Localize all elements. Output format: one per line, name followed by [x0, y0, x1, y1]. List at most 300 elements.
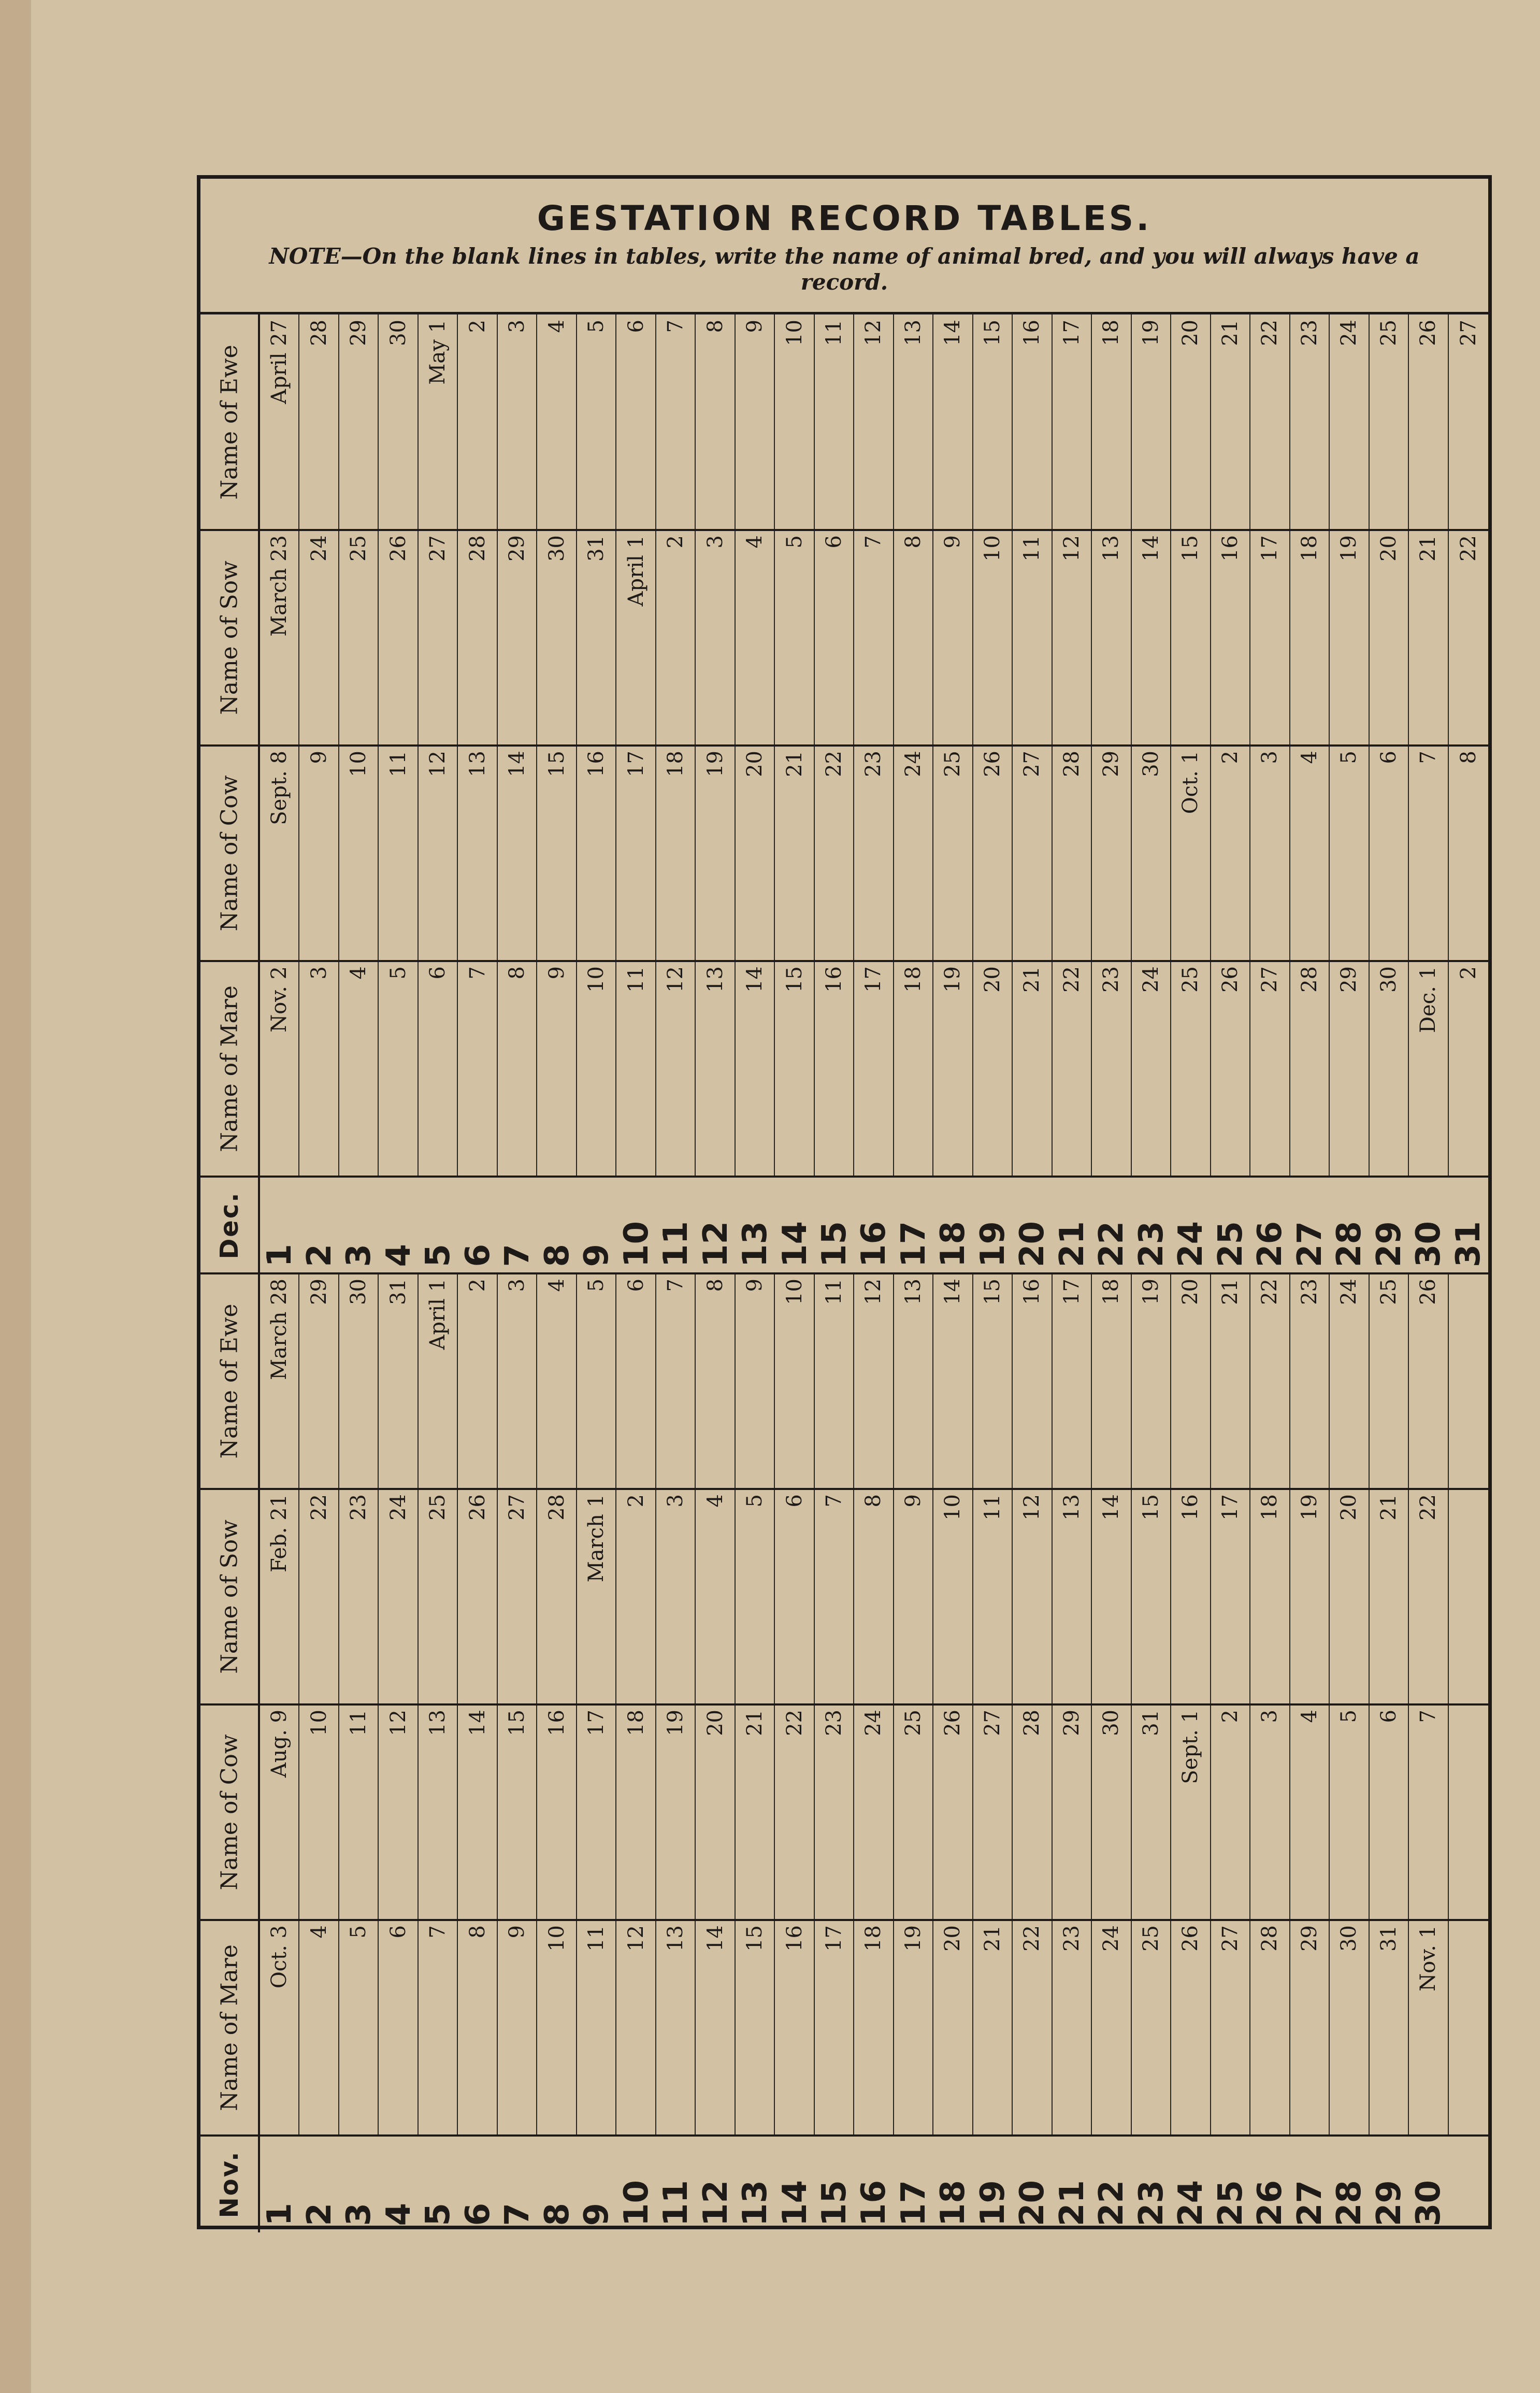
animal-section-row	[200, 1273, 1488, 1489]
record-line[interactable]	[458, 530, 497, 746]
record-line[interactable]	[498, 1920, 537, 2136]
record-line[interactable]	[339, 961, 379, 1177]
day-cell	[1092, 2136, 1131, 2232]
record-line[interactable]	[1132, 1920, 1171, 2136]
animal-name-label: Name of Sow	[216, 1520, 242, 1674]
record-line[interactable]	[1132, 314, 1171, 530]
record-line[interactable]	[537, 530, 577, 746]
record-line[interactable]	[854, 961, 894, 1177]
record-line[interactable]	[577, 1920, 616, 2136]
record-line[interactable]	[894, 314, 933, 530]
record-line[interactable]	[1409, 1920, 1448, 2136]
due-date-label: 31	[584, 535, 609, 562]
due-date-label: 4	[544, 320, 569, 333]
record-line[interactable]	[1171, 1489, 1211, 1704]
record-line[interactable]	[1053, 1489, 1092, 1704]
day-cell	[260, 1177, 299, 1273]
record-line[interactable]	[933, 1920, 973, 2136]
record-line[interactable]	[894, 746, 933, 961]
due-date-label: Nov. 2	[267, 966, 292, 1033]
due-date-label: 8	[703, 320, 727, 333]
record-line[interactable]	[656, 1920, 696, 2136]
record-line[interactable]	[339, 1489, 379, 1704]
record-line[interactable]	[933, 314, 973, 530]
record-line[interactable]	[1370, 314, 1409, 530]
due-date-label: 15	[980, 320, 1004, 346]
record-line[interactable]	[1370, 1704, 1409, 1920]
record-line[interactable]	[1211, 746, 1250, 961]
record-line[interactable]	[1449, 961, 1488, 1177]
due-date-label: 30	[347, 1279, 371, 1305]
record-line[interactable]	[537, 746, 577, 961]
record-line[interactable]	[1053, 961, 1092, 1177]
record-line[interactable]	[775, 961, 814, 1177]
record-line[interactable]	[379, 1704, 418, 1920]
record-line[interactable]	[973, 530, 1013, 746]
record-line[interactable]	[1290, 530, 1330, 746]
record-line[interactable]	[1290, 1704, 1330, 1920]
record-line[interactable]	[1211, 1273, 1250, 1489]
record-line[interactable]	[1013, 314, 1052, 530]
record-line[interactable]	[379, 530, 418, 746]
record-line[interactable]	[260, 961, 299, 1177]
record-line[interactable]	[1250, 961, 1290, 1177]
record-line[interactable]	[339, 314, 379, 530]
due-date-label: April 1	[426, 1279, 450, 1350]
record-line[interactable]	[379, 314, 418, 530]
record-line[interactable]	[854, 1704, 894, 1920]
record-line[interactable]	[1092, 314, 1131, 530]
record-line[interactable]	[1211, 1704, 1250, 1920]
record-line[interactable]	[1211, 1489, 1250, 1704]
record-line[interactable]	[1211, 1920, 1250, 2136]
record-line[interactable]	[656, 314, 696, 530]
record-line[interactable]	[1053, 530, 1092, 746]
record-line[interactable]	[1211, 314, 1250, 530]
record-line[interactable]	[815, 314, 854, 530]
record-line[interactable]	[577, 314, 616, 530]
due-date-label: 3	[664, 1494, 688, 1508]
record-line[interactable]	[498, 314, 537, 530]
record-line[interactable]	[933, 1273, 973, 1489]
record-line[interactable]	[299, 1704, 339, 1920]
record-line[interactable]	[299, 1920, 339, 2136]
record-line[interactable]	[1290, 1273, 1330, 1489]
record-line[interactable]	[1370, 961, 1409, 1177]
record-line[interactable]	[854, 746, 894, 961]
record-line[interactable]	[656, 1273, 696, 1489]
record-line[interactable]	[1211, 961, 1250, 1177]
record-line[interactable]	[577, 961, 616, 1177]
record-line[interactable]	[775, 530, 814, 746]
animal-name-header	[200, 1704, 260, 1920]
record-line[interactable]	[458, 961, 497, 1177]
record-line[interactable]	[458, 1704, 497, 1920]
record-line[interactable]	[933, 1489, 973, 1704]
record-line[interactable]	[815, 746, 854, 961]
due-date-label: 18	[861, 1925, 886, 1952]
record-line[interactable]	[537, 1704, 577, 1920]
record-line[interactable]	[260, 1920, 299, 2136]
record-line[interactable]	[498, 961, 537, 1177]
record-line[interactable]	[537, 314, 577, 530]
day-number: 31	[1449, 1221, 1488, 1267]
record-line[interactable]	[616, 746, 656, 961]
record-line[interactable]	[419, 961, 458, 1177]
record-line[interactable]	[775, 1489, 814, 1704]
record-line[interactable]	[933, 1704, 973, 1920]
month-label-cell	[200, 2136, 260, 2232]
record-line[interactable]	[458, 746, 497, 961]
day-cell	[973, 1177, 1013, 1273]
animal-name-label: Name of Cow	[216, 1734, 242, 1890]
record-line[interactable]	[1449, 530, 1488, 746]
record-line[interactable]	[973, 1704, 1013, 1920]
record-line[interactable]	[1449, 1489, 1488, 1704]
record-line[interactable]	[458, 1489, 497, 1704]
day-cell	[894, 2136, 933, 2232]
due-date-label: 4	[544, 1279, 569, 1292]
record-line[interactable]	[894, 1273, 933, 1489]
record-line[interactable]	[616, 1489, 656, 1704]
record-line[interactable]	[854, 530, 894, 746]
record-line[interactable]	[299, 314, 339, 530]
day-cell	[854, 1177, 894, 1273]
record-line[interactable]	[1409, 961, 1448, 1177]
record-line[interactable]	[973, 1920, 1013, 2136]
record-line[interactable]	[1290, 961, 1330, 1177]
day-number: 20	[1013, 1221, 1052, 1267]
record-line[interactable]	[1053, 1273, 1092, 1489]
record-line[interactable]	[1171, 314, 1211, 530]
record-line[interactable]	[498, 530, 537, 746]
record-line[interactable]	[775, 1273, 814, 1489]
record-line[interactable]	[419, 1920, 458, 2136]
record-line[interactable]	[1330, 1273, 1369, 1489]
record-line[interactable]	[1250, 1273, 1290, 1489]
record-line[interactable]	[656, 746, 696, 961]
day-cell	[1409, 1177, 1448, 1273]
record-line[interactable]	[854, 1920, 894, 2136]
record-line[interactable]	[260, 314, 299, 530]
animal-section-row	[200, 961, 1488, 1177]
record-line[interactable]	[815, 1920, 854, 2136]
record-line[interactable]	[260, 1489, 299, 1704]
day-number: 21	[1053, 2180, 1091, 2226]
record-line[interactable]	[260, 1704, 299, 1920]
record-line[interactable]	[1013, 1920, 1052, 2136]
record-line[interactable]	[1370, 1920, 1409, 2136]
record-line[interactable]	[1013, 746, 1052, 961]
record-line[interactable]	[260, 530, 299, 746]
record-line[interactable]	[1250, 1489, 1290, 1704]
record-line[interactable]	[894, 1920, 933, 2136]
record-line[interactable]	[1171, 961, 1211, 1177]
record-line[interactable]	[775, 746, 814, 961]
record-line[interactable]	[1250, 530, 1290, 746]
record-line[interactable]	[379, 1489, 418, 1704]
record-line[interactable]	[616, 314, 656, 530]
record-line[interactable]	[696, 746, 735, 961]
due-date-label: 14	[1139, 535, 1163, 562]
record-line[interactable]	[1171, 530, 1211, 746]
record-line[interactable]	[260, 1273, 299, 1489]
record-line[interactable]	[736, 1273, 775, 1489]
record-line[interactable]	[656, 530, 696, 746]
record-line[interactable]	[339, 1704, 379, 1920]
record-line[interactable]	[1290, 314, 1330, 530]
record-line[interactable]	[656, 1489, 696, 1704]
record-line[interactable]	[973, 961, 1013, 1177]
record-line[interactable]	[1171, 1920, 1211, 2136]
record-line[interactable]	[736, 1704, 775, 1920]
due-date-label: 27	[1258, 966, 1282, 993]
record-line[interactable]	[260, 746, 299, 961]
record-line[interactable]	[537, 961, 577, 1177]
record-line[interactable]	[1053, 1704, 1092, 1920]
record-line[interactable]	[1449, 1273, 1488, 1489]
record-line[interactable]	[379, 961, 418, 1177]
day-number: 15	[815, 2180, 854, 2226]
record-line[interactable]	[1053, 746, 1092, 961]
record-line[interactable]	[616, 1920, 656, 2136]
record-line[interactable]	[577, 1704, 616, 1920]
record-line[interactable]	[1171, 1704, 1211, 1920]
due-date-label: 13	[465, 751, 490, 777]
record-line[interactable]	[537, 1489, 577, 1704]
record-line[interactable]	[736, 961, 775, 1177]
record-line[interactable]	[1370, 1489, 1409, 1704]
record-line[interactable]	[1409, 314, 1448, 530]
record-line[interactable]	[379, 1273, 418, 1489]
record-line[interactable]	[854, 1273, 894, 1489]
record-line[interactable]	[1211, 530, 1250, 746]
record-line[interactable]	[854, 314, 894, 530]
record-line[interactable]	[537, 1920, 577, 2136]
day-number: 1	[261, 2203, 299, 2226]
due-date-label: 12	[1059, 535, 1084, 562]
due-date-label: 9	[941, 535, 965, 549]
record-line[interactable]	[339, 746, 379, 961]
record-line[interactable]	[577, 1273, 616, 1489]
day-number: 8	[538, 1244, 577, 1267]
record-line[interactable]	[1092, 1920, 1131, 2136]
record-line[interactable]	[498, 746, 537, 961]
record-line[interactable]	[299, 530, 339, 746]
due-date-label: 5	[386, 966, 410, 980]
record-line[interactable]	[1171, 1273, 1211, 1489]
record-line[interactable]	[696, 530, 735, 746]
record-line[interactable]	[379, 1920, 418, 2136]
day-cell	[775, 1177, 814, 1273]
record-line[interactable]	[577, 1489, 616, 1704]
record-line[interactable]	[1132, 1489, 1171, 1704]
record-line[interactable]	[1092, 961, 1131, 1177]
record-line[interactable]	[419, 1273, 458, 1489]
record-line[interactable]	[1370, 530, 1409, 746]
record-line[interactable]	[696, 1920, 735, 2136]
due-date-label: 5	[347, 1925, 371, 1939]
record-line[interactable]	[815, 1704, 854, 1920]
record-line[interactable]	[1449, 1704, 1488, 1920]
due-date-label: 6	[782, 1494, 807, 1508]
record-line[interactable]	[299, 1273, 339, 1489]
record-line[interactable]	[736, 314, 775, 530]
record-line[interactable]	[1132, 746, 1171, 961]
record-line[interactable]	[1250, 746, 1290, 961]
record-line[interactable]	[1409, 1489, 1448, 1704]
record-line[interactable]	[854, 1489, 894, 1704]
record-line[interactable]	[656, 1704, 696, 1920]
record-line[interactable]	[1171, 746, 1211, 961]
record-line[interactable]	[1409, 530, 1448, 746]
record-line[interactable]	[1092, 746, 1131, 961]
record-line[interactable]	[616, 1273, 656, 1489]
record-line[interactable]	[1449, 746, 1488, 961]
record-line[interactable]	[1132, 530, 1171, 746]
record-line[interactable]	[894, 1489, 933, 1704]
record-line[interactable]	[1449, 1920, 1488, 2136]
record-line[interactable]	[1250, 1704, 1290, 1920]
gestation-table-frame	[197, 175, 1492, 2229]
record-line[interactable]	[1290, 746, 1330, 961]
record-line[interactable]	[815, 530, 854, 746]
record-line[interactable]	[419, 1489, 458, 1704]
record-line[interactable]	[1053, 1920, 1092, 2136]
record-line[interactable]	[973, 314, 1013, 530]
record-line[interactable]	[1250, 314, 1290, 530]
record-line[interactable]	[1013, 961, 1052, 1177]
record-line[interactable]	[1013, 1704, 1052, 1920]
record-line[interactable]	[379, 746, 418, 961]
record-line[interactable]	[1092, 1273, 1131, 1489]
record-line[interactable]	[1370, 1273, 1409, 1489]
record-line[interactable]	[458, 314, 497, 530]
row-divider	[200, 1176, 1488, 1178]
record-line[interactable]	[1449, 314, 1488, 530]
record-line[interactable]	[616, 1704, 656, 1920]
record-line[interactable]	[696, 1273, 735, 1489]
record-line[interactable]	[1092, 1704, 1131, 1920]
record-line[interactable]	[1013, 1489, 1052, 1704]
record-line[interactable]	[933, 746, 973, 961]
record-line[interactable]	[1013, 530, 1052, 746]
record-line[interactable]	[775, 314, 814, 530]
record-line[interactable]	[696, 314, 735, 530]
due-date-label: 16	[1020, 1279, 1044, 1305]
record-line[interactable]	[775, 1704, 814, 1920]
due-date-label: 16	[782, 1925, 807, 1952]
record-line[interactable]	[696, 961, 735, 1177]
record-line[interactable]	[815, 1489, 854, 1704]
record-line[interactable]	[1330, 746, 1369, 961]
record-line[interactable]	[1409, 1273, 1448, 1489]
record-line[interactable]	[815, 1273, 854, 1489]
due-date-label: 5	[584, 320, 609, 333]
record-line[interactable]	[339, 1920, 379, 2136]
record-line[interactable]	[894, 530, 933, 746]
record-line[interactable]	[458, 1273, 497, 1489]
record-line[interactable]	[1409, 1704, 1448, 1920]
record-line[interactable]	[656, 961, 696, 1177]
record-line[interactable]	[498, 1704, 537, 1920]
record-line[interactable]	[339, 530, 379, 746]
record-line[interactable]	[1132, 1273, 1171, 1489]
record-line[interactable]	[577, 530, 616, 746]
day-number: 11	[657, 1221, 696, 1267]
record-line[interactable]	[1132, 1704, 1171, 1920]
record-line[interactable]	[498, 1273, 537, 1489]
record-line[interactable]	[1092, 530, 1131, 746]
record-line[interactable]	[299, 746, 339, 961]
record-line[interactable]	[458, 1920, 497, 2136]
due-date-label: 20	[941, 1925, 965, 1952]
due-date-label: 10	[980, 535, 1004, 562]
due-date-label: 21	[1218, 320, 1242, 346]
record-line[interactable]	[537, 1273, 577, 1489]
row-divider	[200, 744, 1488, 747]
record-line[interactable]	[1370, 746, 1409, 961]
record-line[interactable]	[339, 1273, 379, 1489]
record-line[interactable]	[616, 530, 656, 746]
record-line[interactable]	[736, 1489, 775, 1704]
record-line[interactable]	[933, 530, 973, 746]
record-line[interactable]	[696, 1704, 735, 1920]
record-line[interactable]	[616, 961, 656, 1177]
record-line[interactable]	[419, 314, 458, 530]
record-line[interactable]	[1409, 746, 1448, 961]
record-line[interactable]	[894, 1704, 933, 1920]
record-line[interactable]	[1290, 1489, 1330, 1704]
record-line[interactable]	[1053, 314, 1092, 530]
record-line[interactable]	[736, 1920, 775, 2136]
record-line[interactable]	[498, 1489, 537, 1704]
record-line[interactable]	[419, 746, 458, 961]
record-line[interactable]	[933, 961, 973, 1177]
record-line[interactable]	[973, 1273, 1013, 1489]
record-line[interactable]	[1330, 530, 1369, 746]
record-line[interactable]	[696, 1489, 735, 1704]
due-date-label: 30	[1139, 751, 1163, 777]
record-line[interactable]	[299, 1489, 339, 1704]
record-line[interactable]	[577, 746, 616, 961]
record-line[interactable]	[1330, 1489, 1369, 1704]
record-line[interactable]	[1092, 1489, 1131, 1704]
record-line[interactable]	[1330, 1920, 1369, 2136]
due-date-label: March 23	[267, 535, 292, 637]
record-line[interactable]	[973, 746, 1013, 961]
record-line[interactable]	[1330, 314, 1369, 530]
record-line[interactable]	[419, 530, 458, 746]
record-line[interactable]	[1330, 1704, 1369, 1920]
record-line[interactable]	[894, 961, 933, 1177]
record-line[interactable]	[1290, 1920, 1330, 2136]
day-number: 16	[855, 2180, 894, 2226]
record-line[interactable]	[973, 1489, 1013, 1704]
record-line[interactable]	[299, 961, 339, 1177]
record-line[interactable]	[775, 1920, 814, 2136]
record-line[interactable]	[815, 961, 854, 1177]
record-line[interactable]	[1013, 1273, 1052, 1489]
day-cell	[736, 1177, 775, 1273]
day-number: 1	[261, 1244, 299, 1267]
record-line[interactable]	[736, 530, 775, 746]
record-line[interactable]	[419, 1704, 458, 1920]
record-line[interactable]	[1330, 961, 1369, 1177]
record-line[interactable]	[1250, 1920, 1290, 2136]
record-line[interactable]	[1132, 961, 1171, 1177]
record-line[interactable]	[736, 746, 775, 961]
